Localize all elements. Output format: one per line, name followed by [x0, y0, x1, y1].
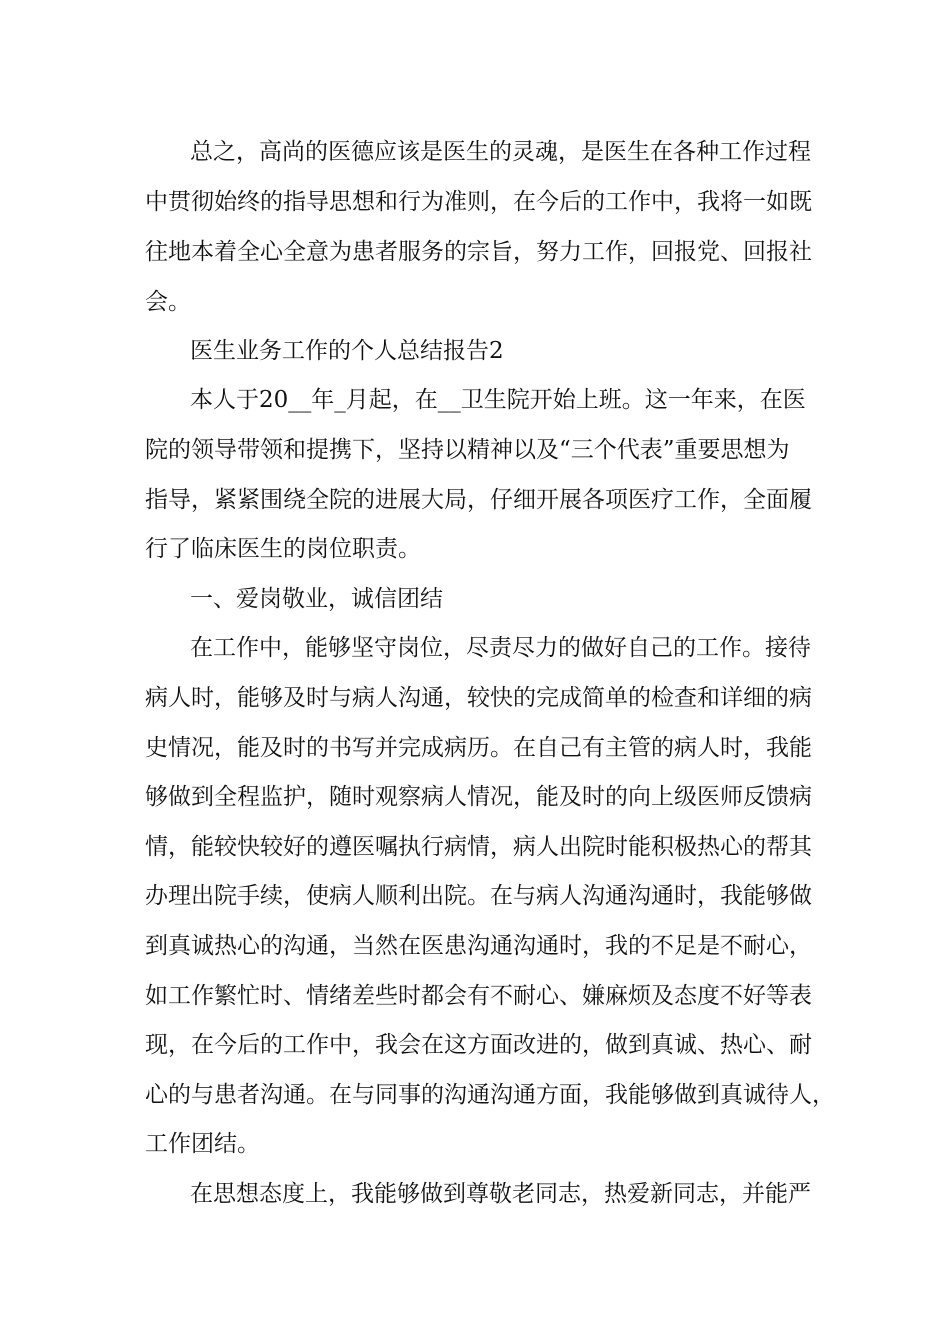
text-line: 行了临床医生的岗位职责。: [145, 536, 421, 562]
section-heading: 医生业务工作的个人总结报告2: [190, 338, 504, 364]
text-line: 病人时，能够及时与病人沟通，较快的完成简单的检查和详细的病: [145, 685, 812, 711]
section-heading: 一、爱岗敬业，诚信团结: [190, 586, 443, 612]
text-line: 情，能较快较好的遵医嘱执行病情，病人出院时能积极热心的帮其: [145, 834, 812, 860]
text-line: 如工作繁忙时、情绪差些时都会有不耐心、嫌麻烦及态度不好等表: [145, 983, 812, 1009]
text-line: 总之，高尚的医德应该是医生的灵魂，是医生在各种工作过程: [190, 139, 811, 165]
text-line: 中贯彻始终的指导思想和行为准则，在今后的工作中，我将一如既: [145, 189, 812, 215]
text-line: 本人于20__年_月起，在__卫生院开始上班。这一年来，在医: [190, 387, 806, 413]
text-line: 会。: [145, 289, 191, 315]
text-line: 现，在今后的工作中，我会在这方面改进的，做到真诚、热心、耐: [145, 1032, 812, 1058]
text-line: 在思想态度上，我能够做到尊敬老同志，热爱新同志，并能严: [190, 1181, 811, 1207]
text-line: 史情况，能及时的书写并完成病历。在自己有主管的病人时，我能: [145, 735, 812, 761]
text-line: 往地本着全心全意为患者服务的宗旨，努力工作，回报党、回报社: [145, 239, 812, 265]
text-line: 够做到全程监护，随时观察病人情况，能及时的向上级医师反馈病: [145, 784, 812, 810]
text-line: 工作团结。: [145, 1131, 260, 1157]
text-line: 在工作中，能够坚守岗位，尽责尽力的做好自己的工作。接待: [190, 635, 811, 661]
text-line: 指导，紧紧围绕全院的进展大局，仔细开展各项医疗工作，全面履: [145, 487, 812, 513]
text-line: 院的领导带领和提携下，坚持以精神以及“三个代表”重要思想为: [145, 437, 790, 463]
text-line: 办理出院手续，使病人顺利出院。在与病人沟通沟通时，我能够做: [145, 883, 812, 909]
text-line: 到真诚热心的沟通，当然在医患沟通沟通时，我的不足是不耐心，: [145, 933, 812, 959]
text-line: 心的与患者沟通。在与同事的沟通沟通方面，我能够做到真诚待人，: [145, 1082, 835, 1108]
